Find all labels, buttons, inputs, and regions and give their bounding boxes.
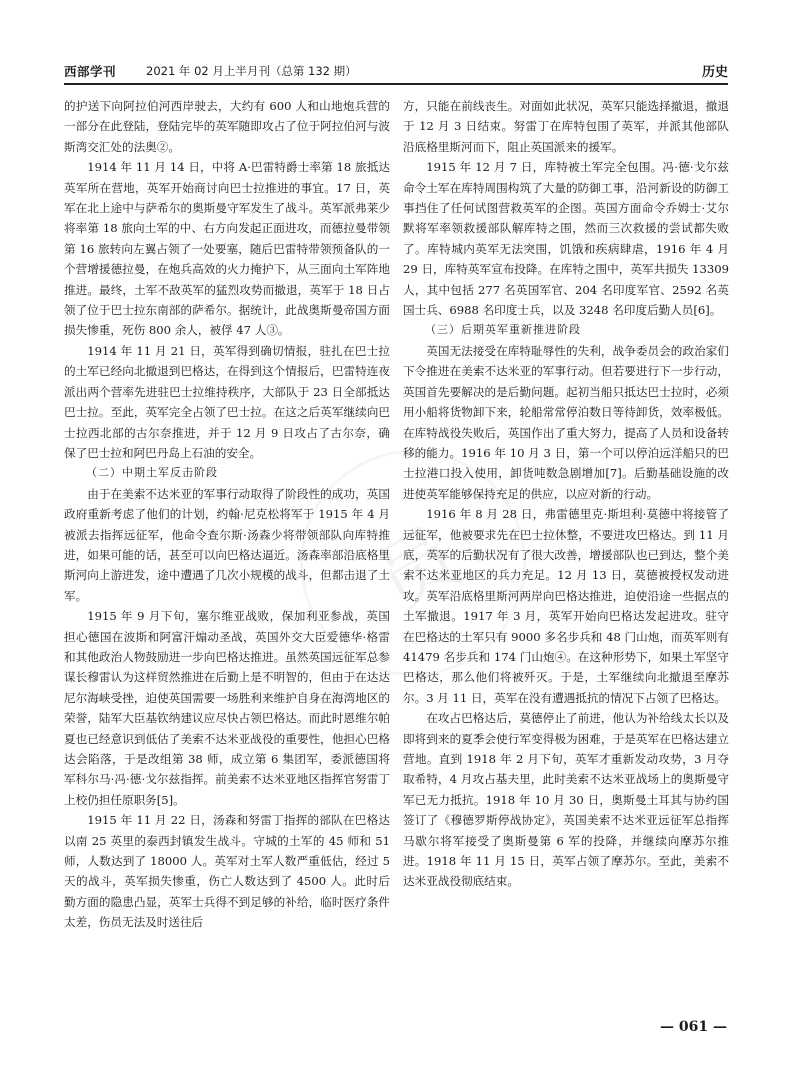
body-paragraph: 1914 年 11 月 21 日，英军得到确切情报，驻扎在巴士拉的土军已经向北撤退到巴格达，在得到这个情报后，巴雷特连夜派出两个营率先进驻巴士拉维持秩序，大部队于 23 日全部抵达巴士拉。至此，英军完全占领了巴士拉。在这之后英军继续向巴士拉西北部的古尔奈推进，并于 12 月 9 日攻占了古尔奈，确保了巴士拉和阿巴丹岛上石油的安全。 xyxy=(64,343,390,460)
page-number: — 061 — xyxy=(660,1019,727,1035)
body-paragraph: 1915 年 12 月 7 日，库特被土军完全包围。冯·德·戈尔兹命令土军在库特周围构筑了大量的防御工事，沿河新设的防御工事挡住了任何试图营救英军的企图。英国方面命令乔姆士·艾尔默将军率领救援部队解库特之围，然而三次救援的尝试都失败了。库特城内英军无法突围，饥饿和疾病肆虐，1916 年 4 月 29 日，库特英军宣布投降。在库特之围中，英军共损失 13309 人，其中包括 277 名英国军官、204 名印度军官、2592 名英国士兵、6988 名印度士兵，以及 3248 名印度后勤人员[6]。 xyxy=(403,160,729,318)
section-subheading: （二）中期土军反击阶段 xyxy=(86,466,218,480)
body-paragraph: 由于在美索不达米亚的军事行动取得了阶段性的成功，英国政府重新考虑了他们的计划，约翰·尼克松将军于 1915 年 4 月被派去指挥远征军，他命令查尔斯·汤森少将带领部队向库特推进，如果可能的话，甚至可以向巴格达逼近。汤森率部沿底格里斯河向上游进发，途中遭遇了几次小规模的战斗，但都击退了土军。 xyxy=(64,486,390,603)
body-paragraph: 1916 年 8 月 28 日，弗雷德里克·斯坦利·莫德中将接管了远征军，他被要求先在巴士拉休整，不要进攻巴格达。到 11 月底，英军的后勤状况有了很大改善，增援部队也已到达，整个美索不达米亚地区的兵力充足。12 月 13 日，莫德被授权发动进攻。英军沿底格里斯河两岸向巴格达推进，迫使沿途一些据点的土军撤退。1917 年 3 月，英军开始向巴格达发起进攻。驻守在巴格达的土军只有 9000 多名步兵和 48 门山炮，而英军则有 41479 名步兵和 174 门山炮④。在这种形势下，如果土军坚守巴格达，那么他们将被歼灭。于是，土军继续向北撤退至摩苏尔。3 月 11 日，英军在没有遭遇抵抗的情况下占领了巴格达。 xyxy=(403,507,729,705)
watermark-text: 员 xyxy=(358,508,475,630)
right-column xyxy=(403,96,729,892)
running-header xyxy=(64,60,728,82)
body-paragraph: 1915 年 11 月 22 日，汤森和努雷丁指挥的部队在巴格达以南 25 英里的泰西封镇发生战斗。守城的土军的 45 师和 51 师，人数达到了 18000 人。英军对土军人数严重低估，经过 5 天的战斗，英军损失惨重，伤亡人数达到了 4500 人。此时后勤方面的隐患凸显，英军士兵得不到足够的补给，临时医疗条件太差，伤员无法及时送往后 xyxy=(64,813,390,930)
section-label: 历史 xyxy=(701,65,728,80)
issue-info: 2021 年 02 月上半月刊（总第 132 期） xyxy=(146,64,357,78)
section-subheading: （三）后期英军重新推进阶段 xyxy=(425,323,581,337)
journal-name: 西部学刊 xyxy=(64,64,117,79)
left-column xyxy=(64,96,390,933)
body-paragraph: 的护送下向阿拉伯河西岸驶去，大约有 600 人和山地炮兵营的一部分在此登陆，登陆完毕的英军随即攻占了位于阿拉伯河与波斯湾交汇处的法奥②。 xyxy=(64,99,390,154)
body-paragraph: 1915 年 9 月下旬，塞尔维亚战败，保加利亚参战，英国担心德国在波斯和阿富汗煽动圣战，英国外交大臣爱德华·格雷和其他政治人物鼓励进一步向巴格达推进。虽然英国远征军总参谋长穆雷认为这样贸然推进在后勤上是不明智的，但由于在达达尼尔海峡受挫，迫使英国需要一场胜利来维护自身在海湾地区的荣誉，陆军大臣基钦纳建议应尽快占领巴格达。而此时恩维尔帕夏也已经意识到低估了美索不达米亚战役的重要性，他担心巴格达会陷落，于是改组第 38 师，成立第 6 集团军，委派德国将军科尔马·冯·德·戈尔兹指挥。前美索不达米亚地区指挥官努雷丁上校仍担任原职务[5]。 xyxy=(64,609,390,807)
body-paragraph: 英国无法接受在库特耻辱性的失利，战争委员会的政治家们下令推进在美索不达米亚的军事行动。但若要进行下一步行动，英国首先要解决的是后勤问题。起初当船只抵达巴士拉时，必须用小船将货物卸下来，轮船常常停泊数日等待卸货，效率极低。在库特战役失败后，英国作出了重大努力，提高了人员和设备转移的能力。1916 年 10 月 3 日，第一个可以停泊远洋船只的巴士拉港口投入使用，卸货吨数急剧增加[7]。后勤基础设施的改进使英军能够保持充足的供应，以应对新的行动。 xyxy=(403,343,729,501)
body-paragraph: 1914 年 11 月 14 日，中将 A·巴雷特爵士率第 18 旅抵达英军所在营地，英军开始商讨向巴士拉推进的事宜。17 日，英军在北上途中与萨希尔的奥斯曼守军发生了战斗。英军派弗莱少将率第 18 旅向土军的中、右方向发起正面进攻，而德拉曼带领第 16 旅转向左翼占领了一处要塞，随后巴雷特带领预备队的一个营增援德拉曼，在炮兵高效的火力掩护下，从三面向土军阵地推进。最终，土军不敌英军的猛烈攻势而撤退，英军于 18 日占领了位于巴士拉东南部的萨希尔。据统计，此战奥斯曼帝国方面损失惨重，死伤 800 余人，被俘 47 人③。 xyxy=(64,160,390,338)
header-rule xyxy=(64,83,728,85)
body-paragraph: 方，只能在前线丧生。对面如此状况，英军只能选择撤退，撤退于 12 月 3 日结束。努雷丁在库特包围了英军，并派其他部队沿底格里斯河而下，阻止英国派来的援军。 xyxy=(403,99,729,154)
body-paragraph: 在攻占巴格达后，莫德停止了前进，他认为补给线太长以及即将到来的夏季会使行军变得极为困难，于是英军在巴格达建立营地。直到 1918 年 2 月下旬，英军才重新发动攻势，3 月夺取希特，4 月攻占基夫里，此时美索不达米亚战场上的奥斯曼守军已无力抵抗。1918 年 10 月 30 日，奥斯曼土耳其与协约国签订了《穆德罗斯停战协定》，英国美索不达米亚远征军总指挥马歇尔将军接受了奥斯曼第 6 军的投降，并继续向摩苏尔推进。1918 年 11 月 15 日，英军占领了摩苏尔。至此，美索不达米亚战役彻底结束。 xyxy=(403,711,729,889)
